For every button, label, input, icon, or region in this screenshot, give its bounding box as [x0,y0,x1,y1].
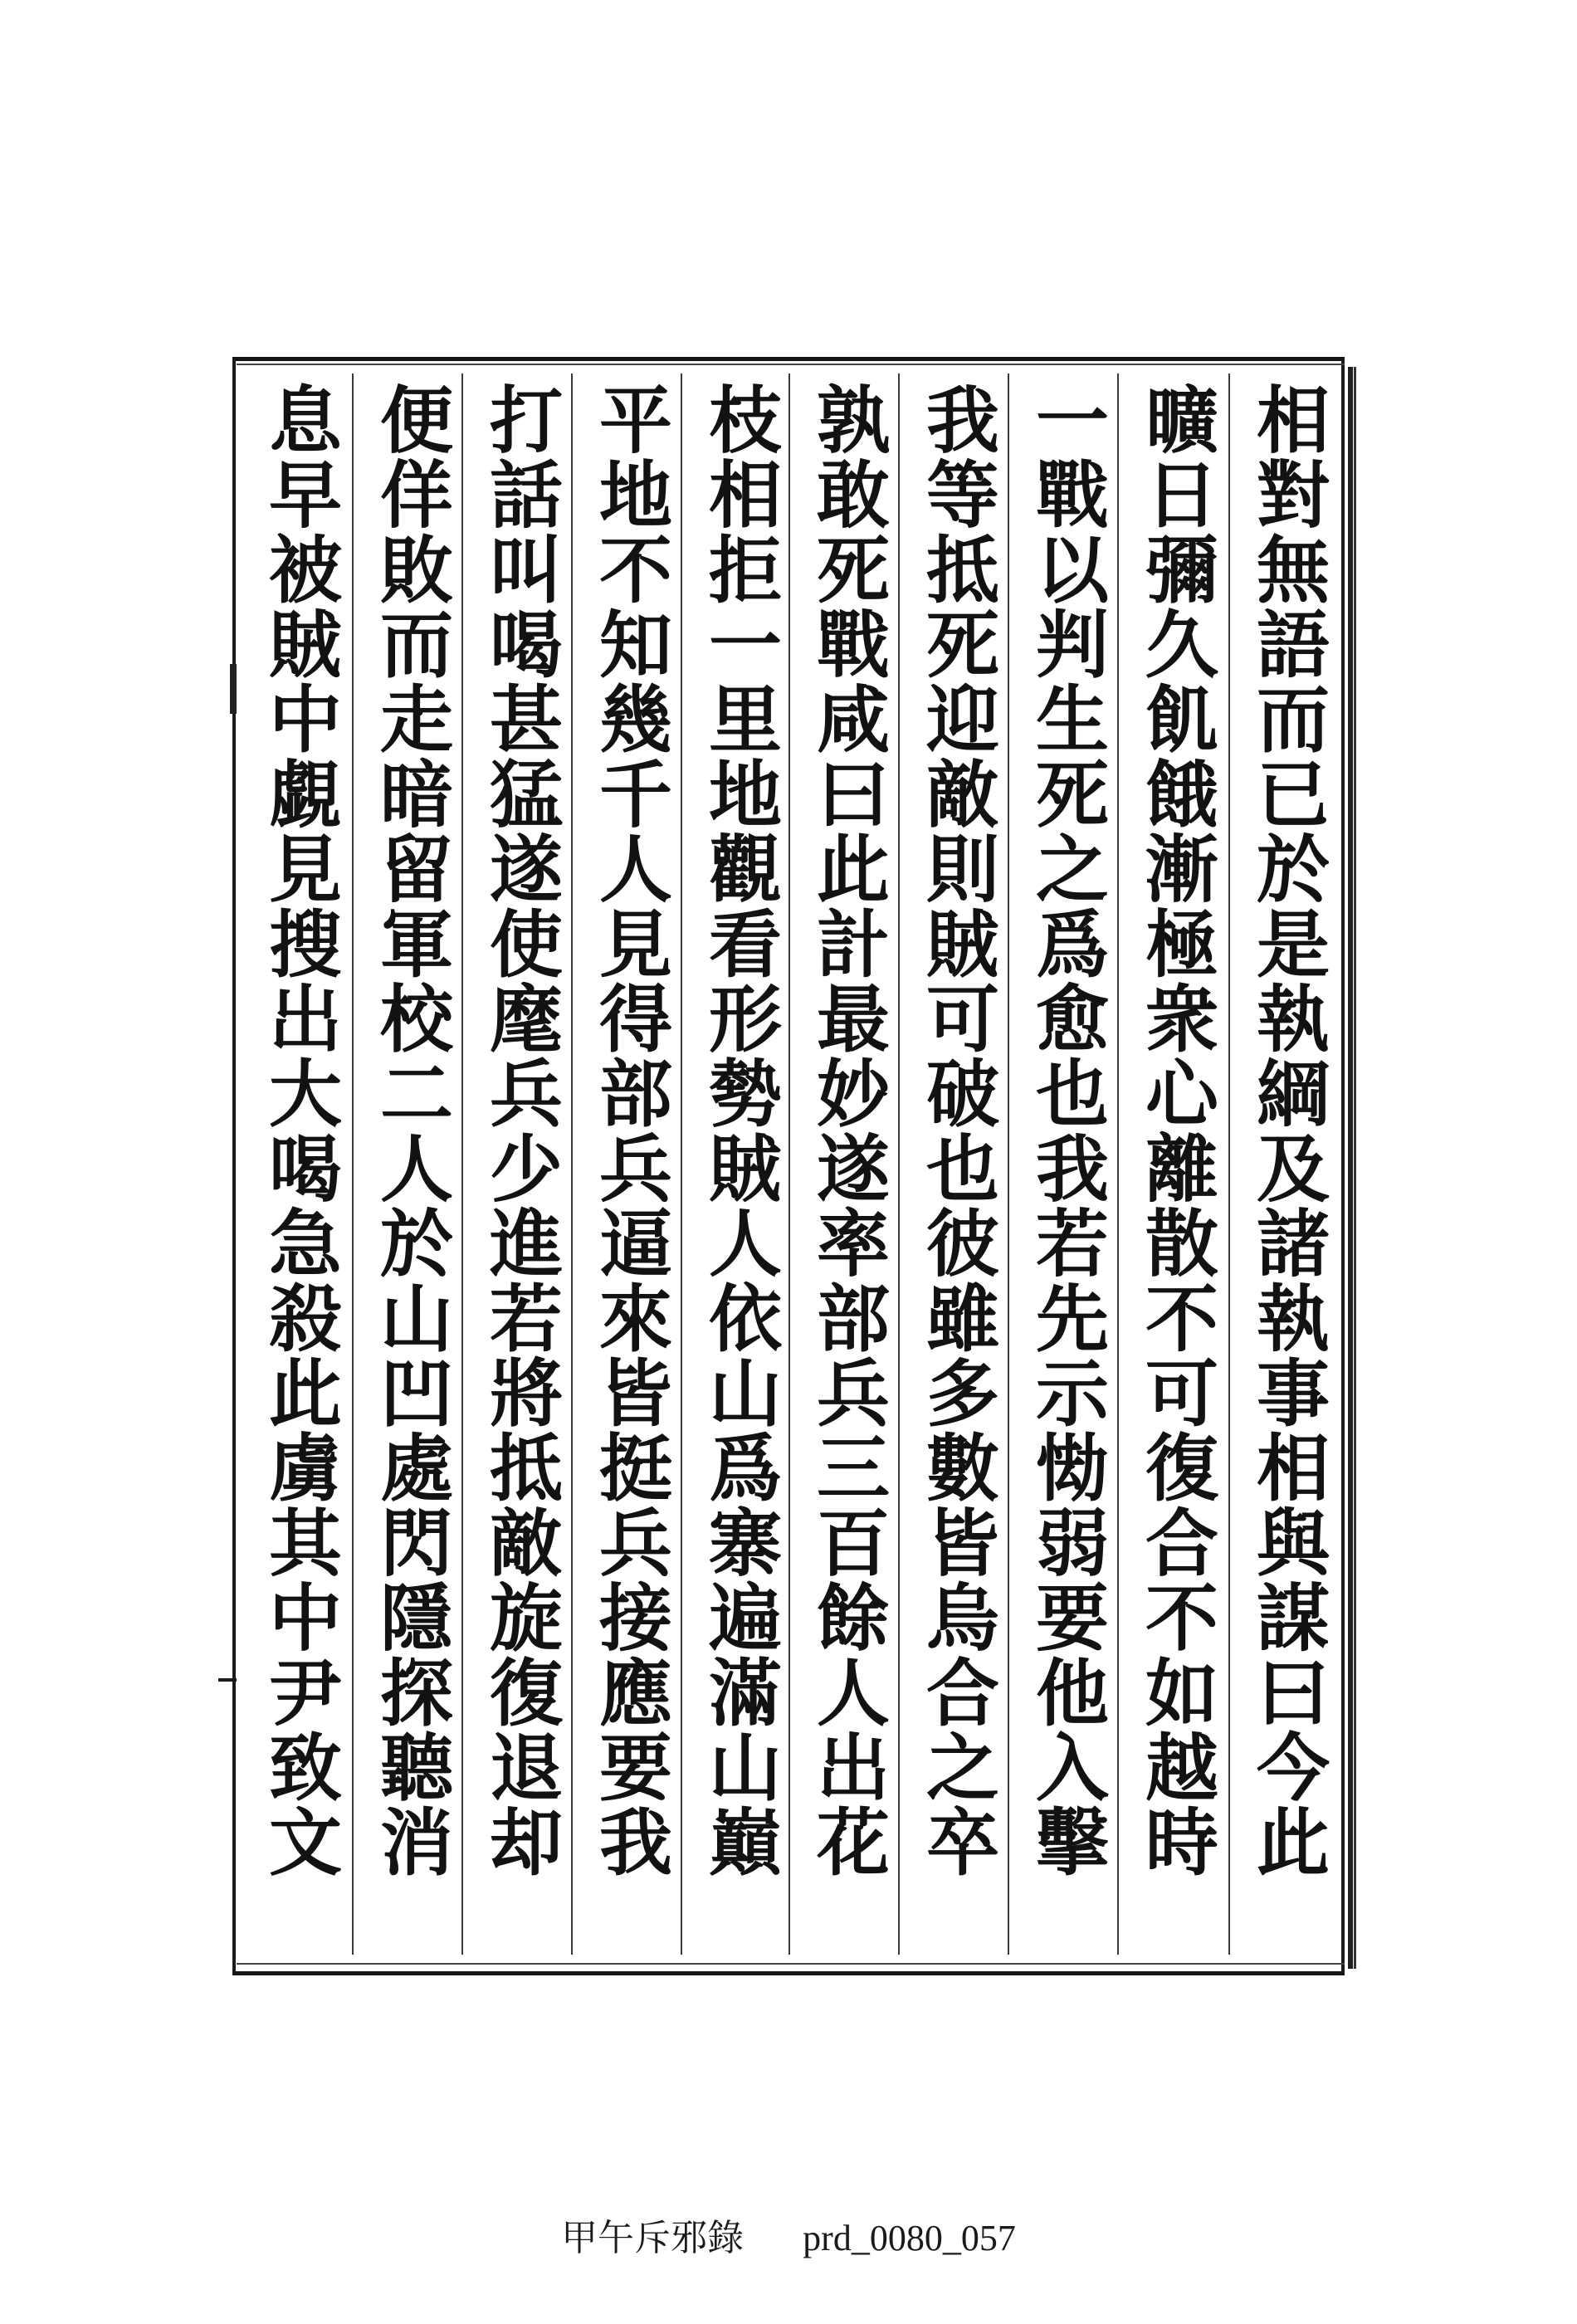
column-rule [1228,374,1230,1955]
column-text: 孰敢死戰咸曰此計最妙遂率部兵三百餘人出花 [805,382,891,1879]
column-text: 打話叫喝甚猛遂使麾兵少進若將抵敵旋復退却 [478,382,564,1879]
text-column-6 [691,365,790,1963]
column-text: 便佯敗而走暗留軍校二人於山凹處閃隱探聽消 [369,382,455,1879]
text-column-1 [1238,365,1338,1963]
text-column-10 [251,365,350,1963]
text-column-7 [581,365,681,1963]
column-text: 曠日彌久飢餓漸極衆心離散不可復合不如越時 [1134,382,1220,1879]
text-column-5 [798,365,898,1963]
column-rule [1117,374,1119,1955]
column-text: 平地不知幾千人見得部兵逼來皆挺兵接應要我 [588,382,674,1879]
caption-title: 甲午斥邪錄 [561,2218,745,2258]
column-text: 一戰以判生死之爲愈也我若先示㤼弱要他入擊 [1024,382,1111,1879]
column-rule [681,374,682,1955]
column-rule [898,374,900,1955]
column-text: 相對無語而已於是執綱及諸執事相與謀曰今此 [1245,382,1331,1879]
text-column-8 [471,365,571,1963]
text-column-9 [362,365,461,1963]
column-rule [571,374,573,1955]
column-text: 息早被賊中覷見搜出大喝急殺此虜其中尹致文 [257,382,344,1879]
text-column-4 [908,365,1008,1963]
caption-code: prd_0080_057 [803,2218,1016,2258]
text-column-2 [1127,365,1227,1963]
page-caption [0,2208,1577,2261]
column-rule [352,374,354,1955]
column-rule [1008,374,1009,1955]
column-text: 我等抵死迎敵則賊可破也彼雖多數皆烏合之卒 [915,382,1001,1879]
column-text: 枝相拒一里地觀看形勢賊人依山爲寨遍滿山巔 [697,382,784,1879]
column-rule [461,374,463,1955]
text-column-3 [1018,365,1117,1963]
